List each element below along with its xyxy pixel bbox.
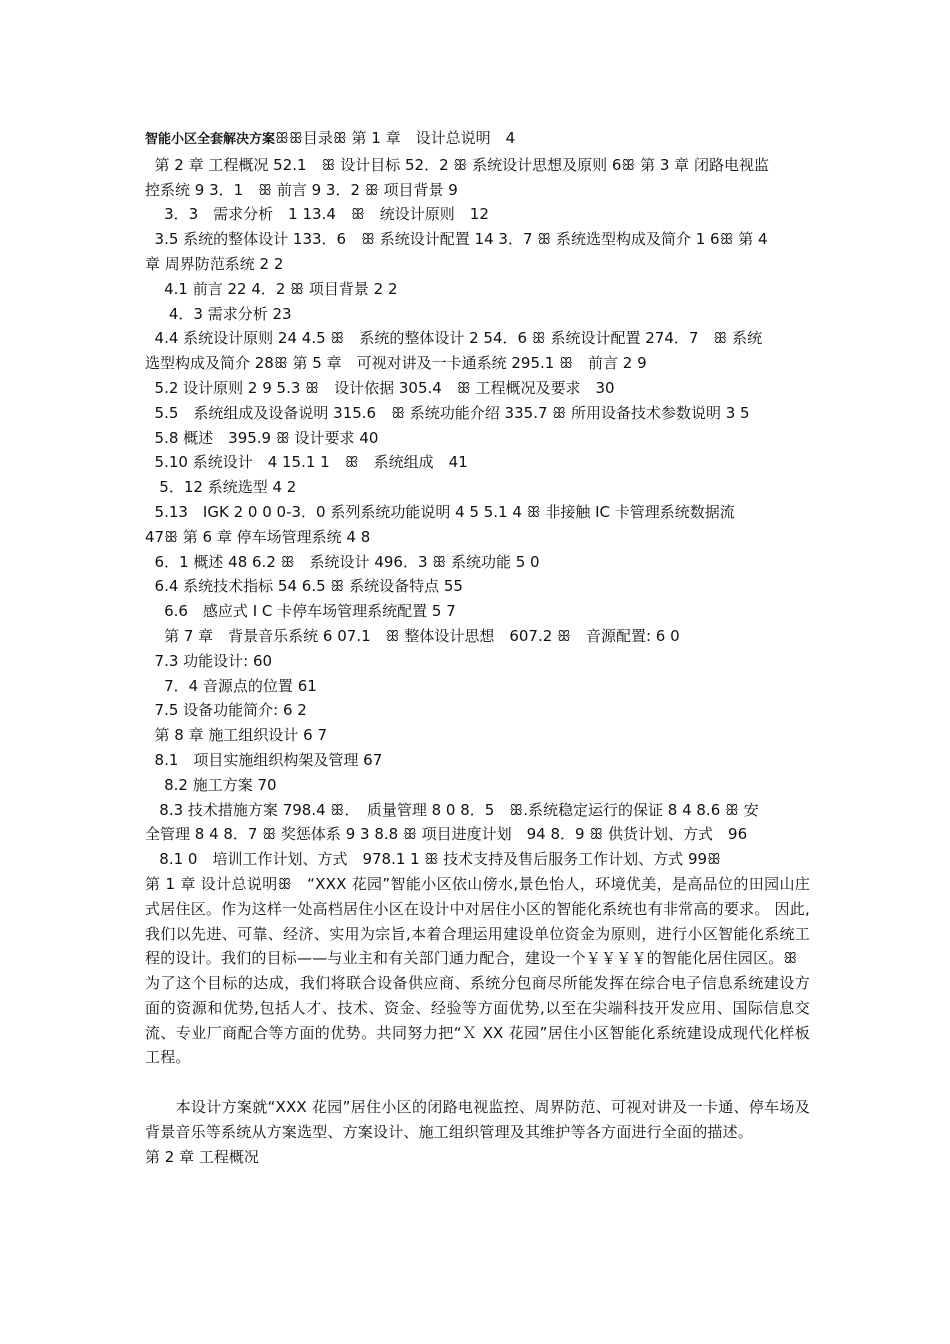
toc-line [145, 401, 810, 426]
toc-line [145, 649, 810, 674]
toc-text: 5.13 IGK 2 0 0 0-3．0 系列系统功能说明 4 5 5.1 4 ꕥ 非接触 IC 卡管理系统数据流 [145, 502, 735, 521]
toc-line [145, 525, 810, 550]
toc-line [145, 798, 810, 823]
toc-line [145, 326, 810, 351]
body-paragraphs [145, 872, 810, 1145]
toc-line [145, 202, 810, 227]
toc-text: ꕥꕥ目录ꕥ 第 1 章 设计总说明 4 [275, 129, 516, 147]
document-body [145, 126, 810, 1169]
toc-text: 章 周界防范系统 2 2 [145, 254, 284, 273]
toc-line [145, 550, 810, 575]
toc-text: 4．3 需求分析 23 [145, 304, 292, 323]
toc-line [145, 126, 810, 153]
toc-line [145, 599, 810, 624]
toc-text: 5.10 系统设计 4 15.1 1 ꕥ 系统组成 41 [145, 453, 468, 472]
toc-line [145, 475, 810, 500]
toc-text: 第 8 章 施工组织设计 6 7 [145, 726, 328, 745]
toc-line [145, 698, 810, 723]
toc-text: 第 2 章 工程概况 52.1 ꕥ 设计目标 52．2 ꕥ 系统设计思想及原则 6ꕥ 第 3 章 闭路电视监 [145, 155, 769, 174]
document-title: 智能小区全套解决方案 [145, 132, 276, 147]
toc-text: 5.2 设计原则 2 9 5.3 ꕥ 设计依据 305.4 ꕥ 工程概况及要求 30 [145, 378, 615, 397]
toc-text: 7.5 设备功能简介: 6 2 [145, 701, 307, 720]
chapter-heading: 第 2 章 工程概况 [145, 1147, 259, 1166]
toc-text: 6.6 感应式 I C 卡停车场管理系统配置 5 7 [145, 602, 456, 621]
toc-line [145, 376, 810, 401]
toc-line [145, 252, 810, 277]
toc-line [145, 773, 810, 798]
toc-line [145, 227, 810, 252]
toc-text: 4.4 系统设计原则 24 4.5 ꕥ 系统的整体设计 2 54．6 ꕥ 系统设计配置 274．7 ꕥ 系统 [145, 329, 763, 348]
toc-text: 3.5 系统的整体设计 133．6 ꕥ 系统设计配置 14 3．7 ꕥ 系统选型构成及简介 1 6ꕥ 第 4 [145, 230, 768, 249]
toc-line [145, 748, 810, 773]
toc-line [145, 277, 810, 302]
toc-text: 全管理 8 4 8．7 ꕥ 奖惩体系 9 3 8.8 ꕥ 项目进度计划 94 8．9 ꕥ 供货计划、方式 96 [145, 825, 748, 844]
toc-text: 8.1 0 培训工作计划、方式 978.1 1 ꕥ 技术支持及售后服务工作计划、方式 99ꕥ [145, 850, 721, 869]
toc-text: 7．4 音源点的位置 61 [145, 676, 317, 695]
toc-line [145, 500, 810, 525]
toc-line [145, 574, 810, 599]
toc-line [145, 302, 810, 327]
toc-text: 第 7 章 背景音乐系统 6 07.1 ꕥ 整体设计思想 607.2 ꕥ 音源配置: 6 0 [145, 626, 680, 645]
toc-text: 8.3 技术措施方案 798.4 ꕥ． 质量管理 8 0 8．5 ꕥ.系统稳定运行的保证 8 4 8.6 ꕥ 安 [145, 800, 759, 819]
toc-text: 5．12 系统选型 4 2 [145, 478, 297, 497]
toc-line [145, 426, 810, 451]
toc-line [145, 822, 810, 847]
toc-line [145, 450, 810, 475]
toc-line [145, 153, 810, 178]
toc-text: 4.1 前言 22 4．2 ꕥ 项目背景 2 2 [145, 279, 398, 298]
paragraph: 为了这个目标的达成，我们将联合设备供应商、系统分包商尽所能发挥在综合电子信息系统建设方面的资源和优势,包括人才、技术、资金、经验等方面优势,以至在尖端科技开发应用、国际信息交流、专业厂商配合等方面的优势。共同努力把“Ｘ XX 花园”居住小区智能化系统建设成现代化样板工程。 [145, 974, 810, 1067]
paragraph: 第 1 章 设计总说明ꕥ “XXX 花园”智能小区依山傍水,景色怡人，环境优美，是高品位的田园山庄式居住区。作为这样一处高档居住小区在设计中对居住小区的智能化系统也有非常高的要求。 因此,我们以先进、可靠、经济、实用为宗旨,本着合理运用建设单位资金为原则，进行小区智能化系统工程的设计。我们的目标——与业主和有关部门通力配合，建设一个￥￥￥￥的智能化居住园区。ꕥ [145, 874, 810, 968]
toc-line [145, 723, 810, 748]
toc-line [145, 674, 810, 699]
toc-text: 5.5 系统组成及设备说明 315.6 ꕥ 系统功能介绍 335.7 ꕥ 所用设备技术参数说明 3 5 [145, 403, 750, 422]
toc-text: 7.3 功能设计: 60 [145, 651, 273, 670]
toc-text: 3．3 需求分析 1 13.4 ꕥ 统设计原则 12 [145, 205, 489, 224]
toc-text: 47ꕥ 第 6 章 停车场管理系统 4 8 [145, 527, 371, 546]
blank-line [145, 1070, 810, 1095]
table-of-contents [145, 126, 810, 872]
toc-text: 8.1 项目实施组织构架及管理 67 [145, 750, 383, 769]
toc-text: 5.8 概述 395.9 ꕥ 设计要求 40 [145, 428, 379, 447]
paragraph: 本设计方案就“XXX 花园”居住小区的闭路电视监控、周界防范、可视对讲及一卡通、停车场及背景音乐等系统从方案选型、方案设计、施工组织管理及其维护等各方面进行全面的描述。 [145, 1098, 810, 1141]
toc-line [145, 351, 810, 376]
toc-text: 6.4 系统技术指标 54 6.5 ꕥ 系统设备特点 55 [145, 577, 463, 596]
toc-line [145, 847, 810, 872]
toc-text: 6．1 概述 48 6.2 ꕥ 系统设计 496．3 ꕥ 系统功能 5 0 [145, 552, 540, 571]
toc-text: 8.2 施工方案 70 [145, 775, 277, 794]
toc-line [145, 624, 810, 649]
toc-text: 选型构成及简介 28ꕥ 第 5 章 可视对讲及一卡通系统 295.1 ꕥ 前言 2 9 [145, 354, 647, 373]
toc-text: 控系统 9 3．1 ꕥ 前言 9 3．2 ꕥ 项目背景 9 [145, 180, 458, 199]
toc-line [145, 178, 810, 203]
